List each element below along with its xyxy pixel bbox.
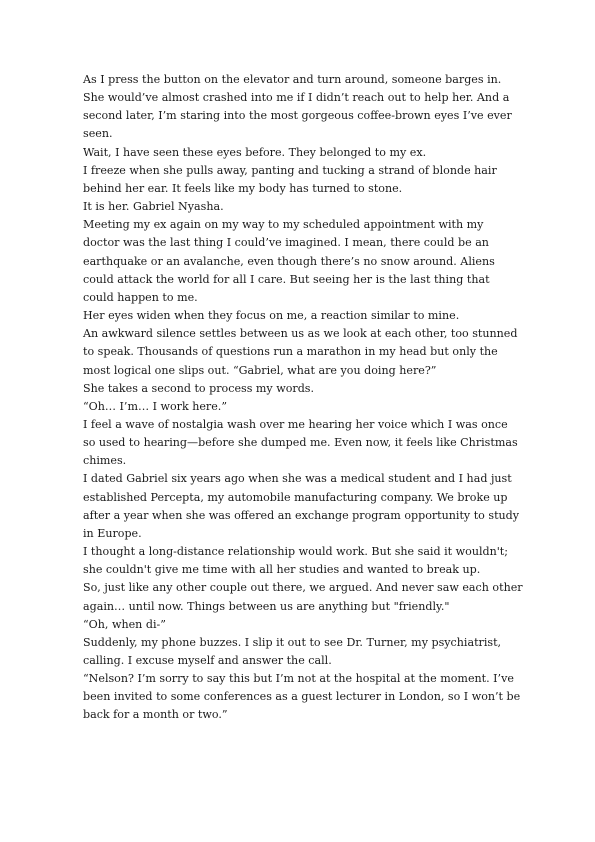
paragraph: Suddenly, my phone buzzes. I slip it out to see Dr. Turner, my psychiatrist, calling. I excuse myself and answer the call. [83, 635, 502, 667]
paragraph: “Nelson? I’m sorry to say this but I’m not at the hospital at the moment. I’ve been invited to some conferences as a guest lecturer in London, so I won’t be back for a month or two.” [83, 672, 521, 722]
paragraph: “Oh, when di-” [83, 617, 166, 631]
paragraph: I dated Gabriel six years ago when she was a medical student and I had just established Percepta, my automobile manufacturing company. We broke up after a year when she was offered an exchange program opportunity to study in Europe. [83, 472, 520, 540]
paragraph: Her eyes widen when they focus on me, a reaction similar to mine. [83, 309, 460, 323]
paragraph: As I press the button on the elevator and turn around, someone barges in. She would’ve almost crashed into me if I didn’t reach out to help her. And a second later, I’m staring into the most gorgeous coffee-brown eyes I’ve ever seen. [83, 73, 512, 141]
paragraph: “Oh… I’m… I work here.” [83, 399, 227, 413]
paragraph: Wait, I have seen these eyes before. They belonged to my ex. [83, 145, 427, 159]
paragraph: Meeting my ex again on my way to my scheduled appointment with my doctor was the last thing I could’ve imagined. I mean, there could be an earthquake or an avalanche, even though there’s no snow around. Aliens could attack the world for all I care. But seeing her is the last thing that could happen to me. [83, 218, 495, 304]
paragraph: I freeze when she pulls away, panting and tucking a strand of blonde hair behind her ear. It feels like my body has turned to stone. [83, 163, 497, 195]
paragraph: I thought a long-distance relationship would work. But she said it wouldn't; she couldn't give me time with all her studies and wanted to break up. [83, 545, 509, 577]
paragraph: I feel a wave of nostalgia wash over me hearing her voice which I was once so used to hearing—before she dumped me. Even now, it feels like Christmas chimes. [83, 417, 518, 468]
story-text [83, 71, 523, 725]
paragraph: So, just like any other couple out there, we argued. And never saw each other again… until now. Things between us are anything but "friendly." [83, 581, 523, 613]
paragraph: She takes a second to process my words. [83, 381, 315, 395]
paragraph: It is her. Gabriel Nyasha. [83, 200, 224, 214]
paragraph: An awkward silence settles between us as we look at each other, too stunned to speak. Thousands of questions run a marathon in my head but only the most logical one slips out. “Gabriel, what are you doing here?” [83, 327, 518, 377]
